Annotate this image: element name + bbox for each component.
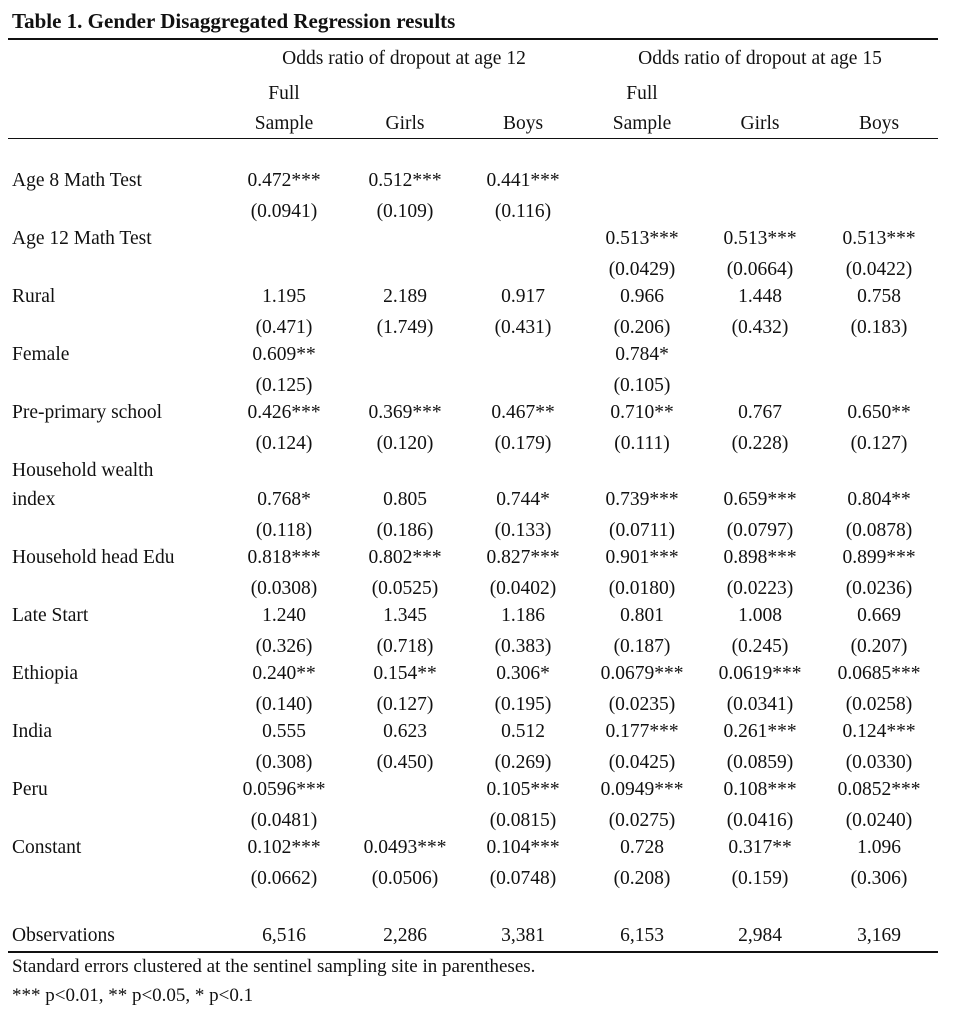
standard-error-cell: (0.0330) bbox=[845, 752, 913, 773]
standard-error-cell: (0.0748) bbox=[489, 868, 557, 889]
coefficient-cell: 0.513*** bbox=[842, 228, 916, 249]
coefficient-cell: 0.728 bbox=[620, 837, 664, 858]
row-label: Late Start bbox=[12, 605, 89, 626]
standard-error-cell: (0.0859) bbox=[726, 752, 794, 773]
coefficient-cell: 2.189 bbox=[383, 286, 427, 307]
coefficient-cell: 0.513*** bbox=[723, 228, 797, 249]
standard-error-cell: (0.159) bbox=[731, 868, 789, 889]
coefficient-cell: 0.0949*** bbox=[600, 779, 684, 800]
standard-error-cell: (0.125) bbox=[255, 375, 313, 396]
observations-label: Observations bbox=[12, 925, 115, 946]
row-label: Ethiopia bbox=[12, 663, 79, 684]
standard-error-cell: (0.0236) bbox=[845, 578, 913, 599]
coefficient-cell: 0.105*** bbox=[486, 779, 560, 800]
coefficient-cell: 0.758 bbox=[857, 286, 901, 307]
coefficient-cell: 0.739*** bbox=[605, 489, 679, 510]
coefficient-cell: 0.744* bbox=[496, 489, 550, 510]
observations-cell: 6,516 bbox=[262, 925, 306, 946]
standard-error-cell: (0.0815) bbox=[489, 810, 557, 831]
standard-error-cell: (0.0878) bbox=[845, 520, 913, 541]
coefficient-cell: 0.710** bbox=[610, 402, 674, 423]
coefficient-cell: 0.512*** bbox=[368, 170, 442, 191]
standard-error-cell: (0.120) bbox=[376, 433, 434, 454]
coefficient-cell: 0.104*** bbox=[486, 837, 560, 858]
standard-error-cell: (0.718) bbox=[376, 636, 434, 657]
coefficient-cell: 1.195 bbox=[262, 286, 306, 307]
standard-error-cell: (0.431) bbox=[494, 317, 552, 338]
column-header: Full bbox=[268, 83, 300, 104]
column-header: Boys bbox=[502, 113, 544, 134]
coefficient-cell: 0.467** bbox=[491, 402, 555, 423]
standard-error-cell: (0.0429) bbox=[608, 259, 676, 280]
column-group-header: Odds ratio of dropout at age 15 bbox=[638, 48, 882, 69]
column-header: Sample bbox=[612, 113, 672, 134]
header-rule bbox=[8, 138, 938, 139]
standard-error-cell: (0.207) bbox=[850, 636, 908, 657]
standard-error-cell: (0.127) bbox=[850, 433, 908, 454]
row-label: Rural bbox=[12, 286, 56, 307]
coefficient-cell: 0.0596*** bbox=[242, 779, 326, 800]
standard-error-cell: (0.140) bbox=[255, 694, 313, 715]
footnote-significance: *** p<0.01, ** p<0.05, * p<0.1 bbox=[12, 985, 254, 1006]
coefficient-cell: 0.124*** bbox=[842, 721, 916, 742]
standard-error-cell: (0.0308) bbox=[250, 578, 318, 599]
standard-error-cell: (0.0240) bbox=[845, 810, 913, 831]
row-label: index bbox=[12, 489, 56, 510]
coefficient-cell: 1.008 bbox=[738, 605, 782, 626]
coefficient-cell: 0.659*** bbox=[723, 489, 797, 510]
standard-error-cell: (0.0525) bbox=[371, 578, 439, 599]
observations-cell: 2,984 bbox=[738, 925, 782, 946]
standard-error-cell: (0.105) bbox=[613, 375, 671, 396]
top-rule bbox=[8, 38, 938, 40]
standard-error-cell: (0.0425) bbox=[608, 752, 676, 773]
standard-error-cell: (0.0402) bbox=[489, 578, 557, 599]
standard-error-cell: (0.0223) bbox=[726, 578, 794, 599]
coefficient-cell: 0.768* bbox=[257, 489, 311, 510]
standard-error-cell: (0.208) bbox=[613, 868, 671, 889]
coefficient-cell: 0.0852*** bbox=[837, 779, 921, 800]
standard-error-cell: (0.195) bbox=[494, 694, 552, 715]
standard-error-cell: (0.186) bbox=[376, 520, 434, 541]
standard-error-cell: (1.749) bbox=[376, 317, 434, 338]
column-header: Girls bbox=[385, 113, 425, 134]
coefficient-cell: 0.512 bbox=[501, 721, 545, 742]
coefficient-cell: 1.448 bbox=[738, 286, 782, 307]
standard-error-cell: (0.0341) bbox=[726, 694, 794, 715]
column-header: Full bbox=[626, 83, 658, 104]
bottom-rule bbox=[8, 951, 938, 953]
coefficient-cell: 0.317** bbox=[728, 837, 792, 858]
observations-cell: 3,169 bbox=[857, 925, 901, 946]
row-label: Household head Edu bbox=[12, 547, 175, 568]
standard-error-cell: (0.0506) bbox=[371, 868, 439, 889]
coefficient-cell: 0.805 bbox=[383, 489, 427, 510]
standard-error-cell: (0.0662) bbox=[250, 868, 318, 889]
coefficient-cell: 0.966 bbox=[620, 286, 664, 307]
row-label: Age 12 Math Test bbox=[12, 228, 152, 249]
standard-error-cell: (0.471) bbox=[255, 317, 313, 338]
standard-error-cell: (0.133) bbox=[494, 520, 552, 541]
coefficient-cell: 0.102*** bbox=[247, 837, 321, 858]
standard-error-cell: (0.206) bbox=[613, 317, 671, 338]
coefficient-cell: 0.306* bbox=[496, 663, 550, 684]
standard-error-cell: (0.116) bbox=[494, 201, 552, 222]
coefficient-cell: 1.345 bbox=[383, 605, 427, 626]
coefficient-cell: 0.801 bbox=[620, 605, 664, 626]
column-group-header: Odds ratio of dropout at age 12 bbox=[282, 48, 526, 69]
standard-error-cell: (0.0422) bbox=[845, 259, 913, 280]
standard-error-cell: (0.0258) bbox=[845, 694, 913, 715]
coefficient-cell: 0.804** bbox=[847, 489, 911, 510]
standard-error-cell: (0.245) bbox=[731, 636, 789, 657]
coefficient-cell: 0.784* bbox=[615, 344, 669, 365]
column-header: Boys bbox=[858, 113, 900, 134]
coefficient-cell: 0.802*** bbox=[368, 547, 442, 568]
observations-cell: 6,153 bbox=[620, 925, 664, 946]
standard-error-cell: (0.269) bbox=[494, 752, 552, 773]
standard-error-cell: (0.187) bbox=[613, 636, 671, 657]
standard-error-cell: (0.306) bbox=[850, 868, 908, 889]
coefficient-cell: 0.818*** bbox=[247, 547, 321, 568]
coefficient-cell: 0.240** bbox=[252, 663, 316, 684]
coefficient-cell: 1.186 bbox=[501, 605, 545, 626]
coefficient-cell: 0.650** bbox=[847, 402, 911, 423]
coefficient-cell: 0.609** bbox=[252, 344, 316, 365]
observations-cell: 3,381 bbox=[501, 925, 545, 946]
standard-error-cell: (0.183) bbox=[850, 317, 908, 338]
column-header: Girls bbox=[740, 113, 780, 134]
row-label: Female bbox=[12, 344, 70, 365]
coefficient-cell: 0.899*** bbox=[842, 547, 916, 568]
standard-error-cell: (0.432) bbox=[731, 317, 789, 338]
column-header: Sample bbox=[254, 113, 314, 134]
coefficient-cell: 0.669 bbox=[857, 605, 901, 626]
row-label: India bbox=[12, 721, 53, 742]
standard-error-cell: (0.450) bbox=[376, 752, 434, 773]
standard-error-cell: (0.308) bbox=[255, 752, 313, 773]
standard-error-cell: (0.118) bbox=[255, 520, 313, 541]
coefficient-cell: 0.0619*** bbox=[718, 663, 802, 684]
standard-error-cell: (0.0275) bbox=[608, 810, 676, 831]
coefficient-cell: 0.901*** bbox=[605, 547, 679, 568]
standard-error-cell: (0.179) bbox=[494, 433, 552, 454]
coefficient-cell: 0.472*** bbox=[247, 170, 321, 191]
standard-error-cell: (0.0711) bbox=[609, 520, 675, 541]
coefficient-cell: 0.441*** bbox=[486, 170, 560, 191]
coefficient-cell: 0.513*** bbox=[605, 228, 679, 249]
standard-error-cell: (0.127) bbox=[376, 694, 434, 715]
coefficient-cell: 0.154** bbox=[373, 663, 437, 684]
standard-error-cell: (0.111) bbox=[614, 433, 670, 454]
table-title: Table 1. Gender Disaggregated Regression results bbox=[12, 9, 456, 33]
standard-error-cell: (0.326) bbox=[255, 636, 313, 657]
standard-error-cell: (0.0941) bbox=[250, 201, 318, 222]
coefficient-cell: 0.108*** bbox=[723, 779, 797, 800]
coefficient-cell: 0.827*** bbox=[486, 547, 560, 568]
standard-error-cell: (0.0235) bbox=[608, 694, 676, 715]
standard-error-cell: (0.109) bbox=[376, 201, 434, 222]
standard-error-cell: (0.0180) bbox=[608, 578, 676, 599]
observations-cell: 2,286 bbox=[383, 925, 427, 946]
coefficient-cell: 0.261*** bbox=[723, 721, 797, 742]
coefficient-cell: 0.177*** bbox=[605, 721, 679, 742]
standard-error-cell: (0.228) bbox=[731, 433, 789, 454]
coefficient-cell: 0.555 bbox=[262, 721, 306, 742]
coefficient-cell: 1.240 bbox=[262, 605, 306, 626]
coefficient-cell: 1.096 bbox=[857, 837, 901, 858]
coefficient-cell: 0.426*** bbox=[247, 402, 321, 423]
coefficient-cell: 0.917 bbox=[501, 286, 545, 307]
coefficient-cell: 0.767 bbox=[738, 402, 782, 423]
row-label: Age 8 Math Test bbox=[12, 170, 142, 191]
standard-error-cell: (0.0797) bbox=[726, 520, 794, 541]
coefficient-cell: 0.369*** bbox=[368, 402, 442, 423]
standard-error-cell: (0.124) bbox=[255, 433, 313, 454]
coefficient-cell: 0.0493*** bbox=[363, 837, 447, 858]
standard-error-cell: (0.0664) bbox=[726, 259, 794, 280]
coefficient-cell: 0.0679*** bbox=[600, 663, 684, 684]
row-label: Constant bbox=[12, 837, 82, 858]
standard-error-cell: (0.383) bbox=[494, 636, 552, 657]
coefficient-cell: 0.623 bbox=[383, 721, 427, 742]
standard-error-cell: (0.0416) bbox=[726, 810, 794, 831]
row-label: Household wealth bbox=[12, 460, 154, 481]
row-label: Peru bbox=[12, 779, 48, 800]
coefficient-cell: 0.898*** bbox=[723, 547, 797, 568]
row-label: Pre-primary school bbox=[12, 402, 163, 423]
standard-error-cell: (0.0481) bbox=[250, 810, 318, 831]
coefficient-cell: 0.0685*** bbox=[837, 663, 921, 684]
footnote-standard-errors: Standard errors clustered at the sentinel sampling site in parentheses. bbox=[12, 956, 536, 977]
